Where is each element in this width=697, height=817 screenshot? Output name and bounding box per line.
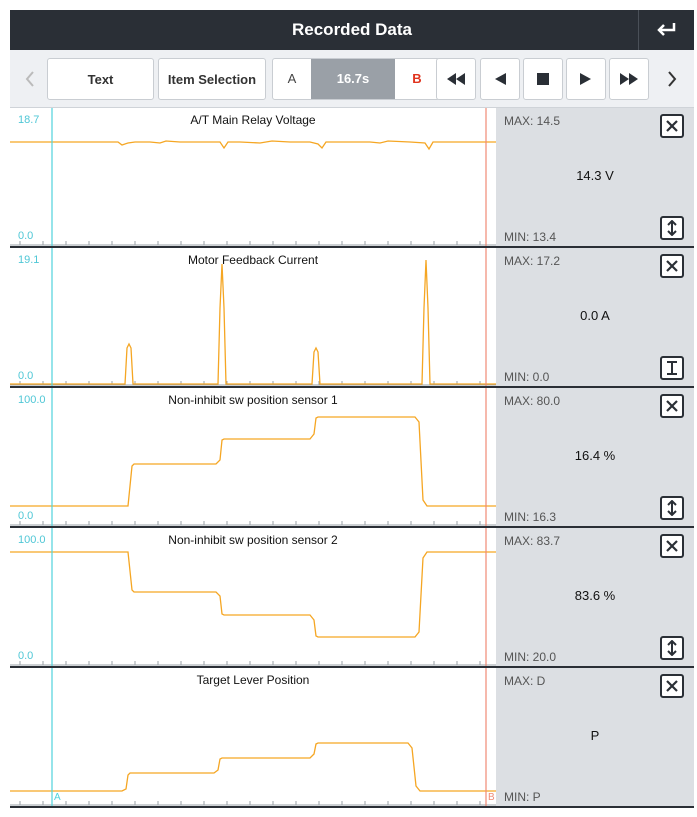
min-value: MIN: 16.3 (504, 510, 557, 524)
plot-area[interactable] (10, 528, 496, 666)
max-value: MAX: 80.0 (504, 394, 561, 408)
close-panel-button[interactable] (660, 394, 684, 418)
scale-button[interactable] (660, 356, 684, 380)
playback-toolbar (10, 50, 694, 108)
trace-line (10, 552, 496, 637)
cursor-a-label: A (54, 792, 61, 803)
trace-chart (10, 668, 496, 806)
play-icon (579, 72, 593, 86)
graph-panel-motor-current (10, 248, 694, 388)
max-value: MAX: D (504, 674, 546, 688)
marker-b-button[interactable]: B (412, 71, 422, 86)
close-icon (666, 400, 678, 412)
page-title: Recorded Data (292, 20, 412, 39)
y-min-label: 0.0 (18, 510, 34, 522)
skip-back-button[interactable] (436, 58, 476, 100)
stop-icon (536, 72, 550, 86)
panel-title: Non-inhibit sw position sensor 1 (168, 393, 338, 407)
graph-panel-position-sensor-1 (10, 388, 694, 528)
y-min-label: 0.0 (18, 230, 34, 242)
value-panel (496, 248, 694, 386)
ab-marker-group (272, 58, 440, 100)
trace-chart (10, 248, 496, 386)
panel-title: Motor Feedback Current (187, 253, 319, 267)
stop-button[interactable] (523, 58, 563, 100)
fast-forward-button[interactable] (609, 58, 649, 100)
time-ticks (20, 521, 480, 525)
chevron-left-icon (24, 70, 36, 88)
fast-rewind-icon (445, 72, 467, 86)
graph-panel-target-lever (10, 668, 694, 808)
fit-vertical-icon (666, 640, 678, 656)
trace-line (10, 141, 496, 149)
current-value: 14.3 V (576, 168, 614, 183)
time-ticks (20, 661, 480, 665)
y-max-label: 18.7 (18, 114, 40, 126)
current-value: 83.6 % (574, 588, 616, 603)
fit-vertical-icon (666, 220, 678, 236)
min-value: MIN: P (504, 790, 541, 804)
y-max-label: 19.1 (18, 254, 40, 266)
trace-line (10, 417, 496, 506)
time-ticks (20, 801, 480, 805)
panel-title: Non-inhibit sw position sensor 2 (168, 533, 338, 547)
close-panel-button[interactable] (660, 534, 684, 558)
time-display: 16.7s (311, 59, 395, 99)
fit-vertical-icon (666, 500, 678, 516)
play-button[interactable] (566, 58, 606, 100)
header-bar (10, 10, 694, 50)
close-icon (666, 120, 678, 132)
scale-button[interactable] (660, 636, 684, 660)
min-value: MIN: 0.0 (504, 370, 550, 384)
trace-chart (10, 528, 496, 666)
min-value: MIN: 20.0 (504, 650, 557, 664)
back-button[interactable] (638, 10, 694, 50)
step-back-button[interactable] (480, 58, 520, 100)
plot-area[interactable] (10, 668, 496, 806)
return-arrow-icon (656, 21, 678, 39)
max-value: MAX: 83.7 (504, 534, 561, 548)
fast-forward-icon (618, 72, 640, 86)
scale-button[interactable] (660, 496, 684, 520)
y-min-label: 0.0 (18, 370, 34, 382)
scale-button[interactable] (660, 216, 684, 240)
plot-area[interactable] (10, 248, 496, 386)
value-panel (496, 668, 694, 806)
y-max-label: 100.0 (18, 394, 46, 406)
close-icon (666, 540, 678, 552)
y-max-label: 100.0 (18, 534, 46, 546)
time-ticks (20, 241, 480, 245)
panel-title: A/T Main Relay Voltage (190, 113, 316, 127)
value-panel (496, 108, 694, 246)
trace-line (10, 260, 496, 384)
plot-area[interactable] (10, 388, 496, 526)
current-value: P (590, 728, 600, 743)
panel-title: Target Lever Position (196, 673, 310, 687)
value-panel (496, 528, 694, 666)
max-value: MAX: 17.2 (504, 254, 561, 268)
close-panel-button[interactable] (660, 114, 684, 138)
marker-a-button[interactable]: A (287, 71, 297, 86)
trace-chart (10, 108, 496, 246)
graph-panel-relay-voltage (10, 108, 694, 248)
graph-area[interactable] (10, 108, 694, 808)
graph-panel-position-sensor-2 (10, 528, 694, 668)
y-min-label: 0.0 (18, 650, 34, 662)
plot-area[interactable] (10, 108, 496, 246)
close-panel-button[interactable] (660, 254, 684, 278)
current-value: 0.0 A (580, 308, 610, 323)
value-panel (496, 388, 694, 526)
cursor-b-label: B (488, 792, 495, 803)
toolbar-scroll-right-button[interactable] (658, 58, 686, 100)
min-value: MIN: 13.4 (504, 230, 557, 244)
close-icon (666, 680, 678, 692)
current-value: 16.4 % (574, 448, 616, 463)
chevron-right-icon (666, 70, 678, 88)
close-icon (666, 260, 678, 272)
trace-chart (10, 388, 496, 526)
fit-range-icon (666, 360, 678, 376)
item-selection-button[interactable]: Item Selection (158, 58, 266, 100)
max-value: MAX: 14.5 (504, 114, 561, 128)
trace-line (10, 743, 496, 791)
text-button[interactable]: Text (47, 58, 154, 100)
play-reverse-icon (493, 72, 507, 86)
toolbar-scroll-left-button[interactable] (16, 58, 44, 100)
close-panel-button[interactable] (660, 674, 684, 698)
